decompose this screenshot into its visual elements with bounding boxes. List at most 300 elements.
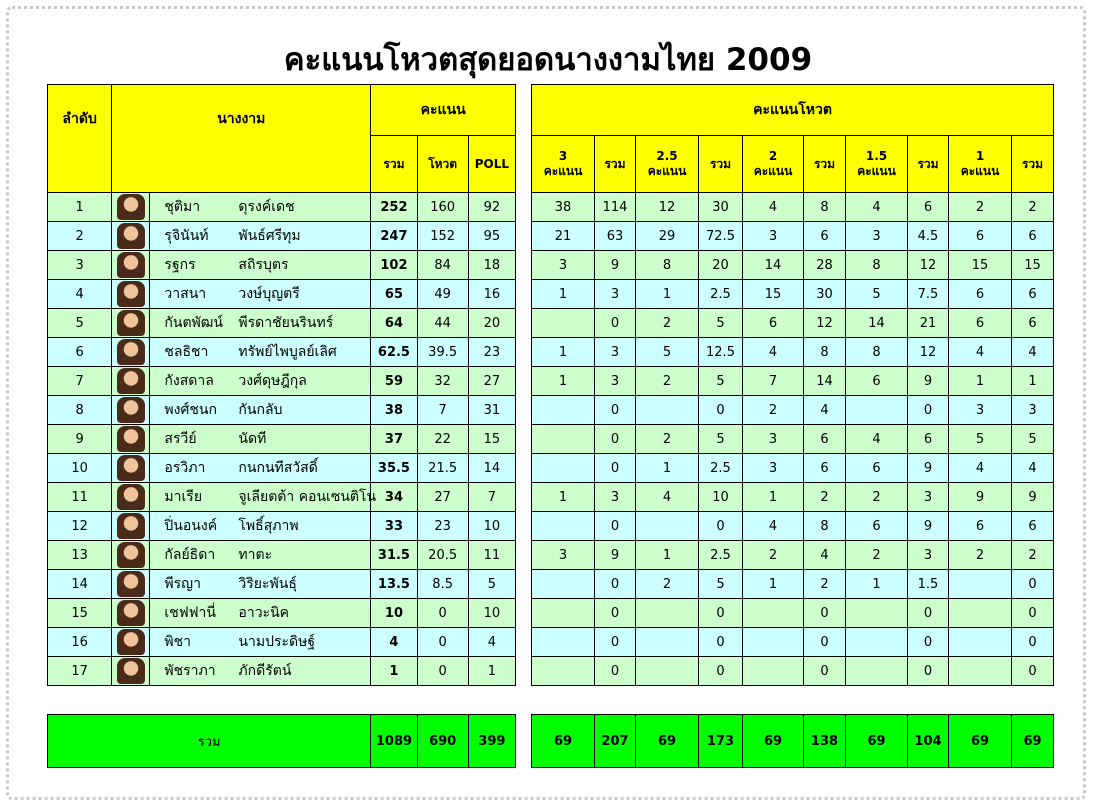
vote-cell: 5 bbox=[636, 338, 699, 367]
totals-vote-cell: 173 bbox=[699, 715, 743, 768]
score-poll-cell: 16 bbox=[468, 280, 515, 309]
photo-cell bbox=[112, 396, 150, 425]
rank-cell: 15 bbox=[48, 599, 112, 628]
vote-cell: 8 bbox=[846, 251, 908, 280]
vote-cell: 12 bbox=[908, 251, 949, 280]
vote-cell: 6 bbox=[949, 280, 1012, 309]
vote-cell bbox=[846, 628, 908, 657]
score-poll-cell: 11 bbox=[468, 541, 515, 570]
vote-cell: 0 bbox=[1012, 628, 1054, 657]
first-name: มาเรีย bbox=[164, 489, 203, 505]
header-vote-points-unit: คะแนน bbox=[543, 164, 583, 178]
score-total-cell: 64 bbox=[371, 309, 417, 338]
photo-cell bbox=[112, 483, 150, 512]
rank-cell: 11 bbox=[48, 483, 112, 512]
name-cell bbox=[150, 309, 371, 338]
vote-cell: 0 bbox=[595, 512, 636, 541]
vote-cell bbox=[949, 570, 1012, 599]
contestant-photo bbox=[117, 397, 145, 423]
vote-cell bbox=[532, 657, 595, 686]
vote-cell: 14 bbox=[846, 309, 908, 338]
vote-cell bbox=[532, 454, 595, 483]
vote-cell: 10 bbox=[699, 483, 743, 512]
vote-cell: 2 bbox=[636, 367, 699, 396]
rank-cell: 9 bbox=[48, 425, 112, 454]
vote-cell bbox=[532, 628, 595, 657]
photo-cell bbox=[112, 570, 150, 599]
vote-cell: 14 bbox=[804, 367, 846, 396]
last-name: นามประดิษฐ์ bbox=[238, 634, 316, 650]
table-row bbox=[532, 396, 1054, 425]
photo-cell bbox=[112, 657, 150, 686]
first-name: พัชราภา bbox=[164, 663, 216, 679]
photo-cell bbox=[112, 309, 150, 338]
last-name: ทาตะ bbox=[238, 547, 273, 563]
header-vote-points bbox=[949, 136, 1012, 193]
table-row bbox=[48, 657, 516, 686]
vote-cell: 4 bbox=[743, 338, 804, 367]
vote-cell: 6 bbox=[949, 512, 1012, 541]
vote-cell bbox=[846, 396, 908, 425]
vote-cell: 6 bbox=[804, 222, 846, 251]
header-vote-sum: รวม bbox=[699, 136, 743, 193]
name-cell bbox=[150, 628, 371, 657]
vote-cell: 6 bbox=[908, 425, 949, 454]
name-cell bbox=[150, 454, 371, 483]
header-vote-points-value: 1.5 bbox=[865, 149, 888, 163]
vote-cell bbox=[532, 309, 595, 338]
vote-cell: 6 bbox=[804, 425, 846, 454]
table-row bbox=[532, 628, 1054, 657]
vote-cell: 21 bbox=[908, 309, 949, 338]
vote-cell: 7.5 bbox=[908, 280, 949, 309]
totals-vote: 690 bbox=[417, 715, 468, 768]
photo-cell bbox=[112, 193, 150, 222]
vote-cell: 6 bbox=[949, 222, 1012, 251]
vote-cell: 4.5 bbox=[908, 222, 949, 251]
vote-cell bbox=[846, 657, 908, 686]
contestant-photo bbox=[117, 252, 145, 278]
totals-vote-cell: 69 bbox=[846, 715, 908, 768]
name-cell bbox=[150, 280, 371, 309]
first-name: ชุติมา bbox=[164, 199, 201, 215]
vote-cell: 8 bbox=[804, 512, 846, 541]
vote-cell bbox=[532, 599, 595, 628]
totals-poll: 399 bbox=[468, 715, 515, 768]
header-vote-points-value: 2 bbox=[768, 149, 778, 163]
vote-cell: 12 bbox=[636, 193, 699, 222]
totals-right bbox=[531, 714, 1054, 768]
table-row bbox=[532, 222, 1054, 251]
score-poll-cell: 31 bbox=[468, 396, 515, 425]
score-poll-cell: 5 bbox=[468, 570, 515, 599]
table-row bbox=[48, 222, 516, 251]
contestant-photo bbox=[117, 194, 145, 220]
vote-cell: 8 bbox=[804, 338, 846, 367]
vote-cell: 6 bbox=[804, 454, 846, 483]
table-row bbox=[48, 367, 516, 396]
table-row bbox=[532, 483, 1054, 512]
vote-cell: 3 bbox=[532, 541, 595, 570]
table-row bbox=[48, 251, 516, 280]
rank-cell: 4 bbox=[48, 280, 112, 309]
vote-cell bbox=[636, 628, 699, 657]
first-name: พีรญา bbox=[164, 576, 201, 592]
first-name: ปิ่นอนงค์ bbox=[164, 518, 218, 534]
vote-cell: 21 bbox=[532, 222, 595, 251]
score-vote-cell: 39.5 bbox=[417, 338, 468, 367]
score-vote-cell: 49 bbox=[417, 280, 468, 309]
score-poll-cell: 1 bbox=[468, 657, 515, 686]
vote-cell: 3 bbox=[1012, 396, 1054, 425]
rank-cell: 1 bbox=[48, 193, 112, 222]
vote-cell: 0 bbox=[595, 599, 636, 628]
vote-cell: 2.5 bbox=[699, 280, 743, 309]
last-name: วงศ์ดุษฎีกุล bbox=[238, 373, 307, 389]
vote-cell bbox=[846, 599, 908, 628]
score-total-cell: 13.5 bbox=[371, 570, 417, 599]
vote-cell: 5 bbox=[699, 309, 743, 338]
vote-cell bbox=[743, 599, 804, 628]
vote-cell: 6 bbox=[1012, 222, 1054, 251]
totals-vote-cell: 104 bbox=[908, 715, 949, 768]
vote-cell: 3 bbox=[908, 541, 949, 570]
vote-cell: 9 bbox=[595, 541, 636, 570]
score-poll-cell: 18 bbox=[468, 251, 515, 280]
score-poll-cell: 14 bbox=[468, 454, 515, 483]
photo-cell bbox=[112, 222, 150, 251]
vote-cell: 1.5 bbox=[908, 570, 949, 599]
vote-cell: 4 bbox=[1012, 338, 1054, 367]
vote-cell: 0 bbox=[595, 309, 636, 338]
totals-vote-cell: 69 bbox=[532, 715, 595, 768]
vote-cell: 3 bbox=[532, 251, 595, 280]
table-row bbox=[532, 280, 1054, 309]
vote-cell: 12 bbox=[804, 309, 846, 338]
vote-cell: 1 bbox=[532, 338, 595, 367]
first-name: รฐกร bbox=[164, 257, 196, 273]
table-row bbox=[48, 309, 516, 338]
vote-cell: 9 bbox=[1012, 483, 1054, 512]
vote-cell bbox=[949, 628, 1012, 657]
rank-cell: 5 bbox=[48, 309, 112, 338]
score-poll-cell: 95 bbox=[468, 222, 515, 251]
header-vote-points bbox=[846, 136, 908, 193]
vote-cell bbox=[532, 425, 595, 454]
vote-cell: 15 bbox=[743, 280, 804, 309]
vote-cell: 6 bbox=[846, 454, 908, 483]
score-total-cell: 10 bbox=[371, 599, 417, 628]
vote-cell bbox=[636, 657, 699, 686]
vote-cell: 6 bbox=[743, 309, 804, 338]
vote-cell: 2 bbox=[949, 541, 1012, 570]
first-name: กันตพัฒน์ bbox=[164, 315, 224, 331]
vote-cell: 29 bbox=[636, 222, 699, 251]
vote-cell: 0 bbox=[908, 657, 949, 686]
score-total-cell: 65 bbox=[371, 280, 417, 309]
vote-cell: 9 bbox=[908, 512, 949, 541]
header-vote-points bbox=[532, 136, 595, 193]
totals-vote-cell: 69 bbox=[743, 715, 804, 768]
score-total-cell: 252 bbox=[371, 193, 417, 222]
table-row bbox=[48, 338, 516, 367]
totals-vote-cell: 69 bbox=[949, 715, 1012, 768]
rank-cell: 17 bbox=[48, 657, 112, 686]
table-row bbox=[48, 599, 516, 628]
contestant-photo bbox=[117, 455, 145, 481]
vote-cell bbox=[743, 657, 804, 686]
score-vote-cell: 21.5 bbox=[417, 454, 468, 483]
vote-cell: 2 bbox=[636, 570, 699, 599]
vote-cell: 8 bbox=[636, 251, 699, 280]
vote-cell: 0 bbox=[595, 396, 636, 425]
table-row bbox=[48, 396, 516, 425]
score-total-cell: 31.5 bbox=[371, 541, 417, 570]
vote-cell: 38 bbox=[532, 193, 595, 222]
vote-cell: 5 bbox=[1012, 425, 1054, 454]
rank-cell: 6 bbox=[48, 338, 112, 367]
vote-cell: 0 bbox=[699, 657, 743, 686]
vote-cell: 1 bbox=[743, 483, 804, 512]
score-poll-cell: 20 bbox=[468, 309, 515, 338]
table-row bbox=[48, 570, 516, 599]
header-vote-points-unit: คะแนน bbox=[960, 164, 1000, 178]
header-vote-group: คะแนนโหวต bbox=[532, 85, 1054, 136]
score-poll-cell: 10 bbox=[468, 599, 515, 628]
vote-cell: 0 bbox=[1012, 599, 1054, 628]
table-row bbox=[48, 454, 516, 483]
photo-cell bbox=[112, 367, 150, 396]
vote-cell: 3 bbox=[743, 454, 804, 483]
vote-cell: 4 bbox=[743, 512, 804, 541]
vote-cell: 6 bbox=[846, 367, 908, 396]
vote-cell: 1 bbox=[636, 280, 699, 309]
score-total-cell: 102 bbox=[371, 251, 417, 280]
first-name: กัลย์ธิดา bbox=[164, 547, 216, 563]
header-vote-points bbox=[743, 136, 804, 193]
header-vote-sum: รวม bbox=[1012, 136, 1054, 193]
vote-cell bbox=[949, 599, 1012, 628]
score-vote-cell: 44 bbox=[417, 309, 468, 338]
vote-cell: 1 bbox=[846, 570, 908, 599]
vote-cell: 0 bbox=[699, 599, 743, 628]
header-vote-points-unit: คะแนน bbox=[753, 164, 793, 178]
vote-cell: 1 bbox=[636, 541, 699, 570]
last-name: สถิรบุตร bbox=[238, 257, 289, 273]
last-name: ดุรงค์เดช bbox=[238, 199, 295, 215]
vote-cell: 3 bbox=[743, 425, 804, 454]
vote-cell: 0 bbox=[908, 599, 949, 628]
header-score-poll: POLL bbox=[468, 136, 515, 193]
contestant-photo bbox=[117, 310, 145, 336]
photo-cell bbox=[112, 628, 150, 657]
first-name: อรวิภา bbox=[164, 460, 206, 476]
vote-cell: 1 bbox=[1012, 367, 1054, 396]
name-cell bbox=[150, 338, 371, 367]
vote-cell: 0 bbox=[699, 628, 743, 657]
table-row bbox=[48, 280, 516, 309]
vote-cell: 4 bbox=[846, 425, 908, 454]
rank-cell: 12 bbox=[48, 512, 112, 541]
rank-cell: 16 bbox=[48, 628, 112, 657]
name-cell bbox=[150, 425, 371, 454]
rank-cell: 3 bbox=[48, 251, 112, 280]
vote-cell: 9 bbox=[595, 251, 636, 280]
vote-cell: 0 bbox=[1012, 657, 1054, 686]
vote-cell: 6 bbox=[908, 193, 949, 222]
header-vote-sum: รวม bbox=[908, 136, 949, 193]
vote-cell: 12 bbox=[908, 338, 949, 367]
totals-vote-cell: 69 bbox=[1012, 715, 1054, 768]
vote-cell: 15 bbox=[1012, 251, 1054, 280]
vote-cell: 9 bbox=[908, 454, 949, 483]
name-cell bbox=[150, 512, 371, 541]
vote-cell: 0 bbox=[804, 657, 846, 686]
rank-cell: 8 bbox=[48, 396, 112, 425]
vote-cell: 15 bbox=[949, 251, 1012, 280]
contestant-photo bbox=[117, 368, 145, 394]
vote-cell: 3 bbox=[908, 483, 949, 512]
score-total-cell: 59 bbox=[371, 367, 417, 396]
page-title: คะแนนโหวตสุดยอดนางงามไทย 2009 bbox=[283, 42, 813, 78]
vote-cell: 0 bbox=[595, 454, 636, 483]
vote-cell: 1 bbox=[532, 280, 595, 309]
score-poll-cell: 7 bbox=[468, 483, 515, 512]
vote-cell: 2 bbox=[846, 541, 908, 570]
vote-cell: 7 bbox=[743, 367, 804, 396]
name-cell bbox=[150, 193, 371, 222]
score-vote-cell: 32 bbox=[417, 367, 468, 396]
vote-cell: 1 bbox=[743, 570, 804, 599]
score-vote-cell: 27 bbox=[417, 483, 468, 512]
vote-cell bbox=[532, 570, 595, 599]
vote-cell: 0 bbox=[804, 628, 846, 657]
vote-cell: 4 bbox=[804, 541, 846, 570]
vote-cell: 2.5 bbox=[699, 454, 743, 483]
score-vote-cell: 22 bbox=[417, 425, 468, 454]
score-total-cell: 38 bbox=[371, 396, 417, 425]
vote-cell: 0 bbox=[804, 599, 846, 628]
last-name: นัดที bbox=[238, 431, 267, 447]
photo-cell bbox=[112, 338, 150, 367]
vote-cell: 1 bbox=[532, 367, 595, 396]
header-score-vote: โหวต bbox=[417, 136, 468, 193]
score-vote-cell: 7 bbox=[417, 396, 468, 425]
vote-cell: 2 bbox=[636, 309, 699, 338]
contestant-photo bbox=[117, 484, 145, 510]
table-row bbox=[48, 512, 516, 541]
name-cell bbox=[150, 222, 371, 251]
vote-cell: 3 bbox=[743, 222, 804, 251]
rank-cell: 14 bbox=[48, 570, 112, 599]
header-score-total: รวม bbox=[371, 136, 417, 193]
vote-cell: 0 bbox=[908, 396, 949, 425]
vote-cell: 14 bbox=[743, 251, 804, 280]
totals-vote-cell: 207 bbox=[595, 715, 636, 768]
header-name: นางงาม bbox=[112, 85, 371, 193]
vote-cell: 0 bbox=[699, 396, 743, 425]
vote-cell: 4 bbox=[804, 396, 846, 425]
table-row bbox=[532, 193, 1054, 222]
vote-cell: 20 bbox=[699, 251, 743, 280]
vote-cell: 4 bbox=[743, 193, 804, 222]
vote-cell: 1 bbox=[949, 367, 1012, 396]
vote-cell: 0 bbox=[595, 657, 636, 686]
name-cell bbox=[150, 396, 371, 425]
vote-cell: 12.5 bbox=[699, 338, 743, 367]
vote-cell: 114 bbox=[595, 193, 636, 222]
table-row bbox=[532, 541, 1054, 570]
score-poll-cell: 4 bbox=[468, 628, 515, 657]
table-row bbox=[48, 628, 516, 657]
last-name: ทรัพย์ไพบูลย์เลิศ bbox=[238, 344, 337, 360]
vote-cell: 30 bbox=[699, 193, 743, 222]
contestant-photo bbox=[117, 629, 145, 655]
first-name: กังสดาล bbox=[164, 373, 214, 389]
score-table bbox=[47, 84, 516, 686]
name-cell bbox=[150, 657, 371, 686]
totals-vote-cell: 69 bbox=[636, 715, 699, 768]
vote-cell: 9 bbox=[949, 483, 1012, 512]
last-name: อาวะนิค bbox=[238, 605, 290, 621]
vote-cell: 0 bbox=[595, 570, 636, 599]
header-vote-points bbox=[636, 136, 699, 193]
last-name: จูเลียตต้า คอนเซนติโน bbox=[238, 489, 377, 505]
header-vote-points-value: 3 bbox=[558, 149, 568, 163]
photo-cell bbox=[112, 599, 150, 628]
vote-cell bbox=[949, 657, 1012, 686]
vote-cell: 2.5 bbox=[699, 541, 743, 570]
header-score-group: คะแนน bbox=[371, 85, 516, 136]
vote-cell: 2 bbox=[949, 193, 1012, 222]
contestant-photo bbox=[117, 223, 145, 249]
vote-cell: 2 bbox=[804, 570, 846, 599]
last-name: พันธ์ศรีทุม bbox=[238, 228, 301, 244]
vote-cell: 6 bbox=[1012, 280, 1054, 309]
score-vote-cell: 0 bbox=[417, 657, 468, 686]
header-vote-sum: รวม bbox=[804, 136, 846, 193]
contestant-photo bbox=[117, 600, 145, 626]
table-row bbox=[532, 657, 1054, 686]
totals-vote-cell: 138 bbox=[804, 715, 846, 768]
vote-cell: 72.5 bbox=[699, 222, 743, 251]
vote-cell: 8 bbox=[846, 338, 908, 367]
last-name: กนกนทีสวัสดิ์ bbox=[238, 460, 318, 476]
name-cell bbox=[150, 599, 371, 628]
vote-cell: 0 bbox=[908, 628, 949, 657]
table-row bbox=[532, 512, 1054, 541]
vote-cell: 1 bbox=[532, 483, 595, 512]
vote-cell: 5 bbox=[699, 570, 743, 599]
header-vote-points-value: 1 bbox=[975, 149, 985, 163]
table-row bbox=[532, 454, 1054, 483]
first-name: เชฟฟานี่ bbox=[164, 605, 216, 621]
vote-cell: 30 bbox=[804, 280, 846, 309]
score-total-cell: 62.5 bbox=[371, 338, 417, 367]
vote-cell: 3 bbox=[846, 222, 908, 251]
table-row bbox=[532, 309, 1054, 338]
vote-cell: 3 bbox=[595, 483, 636, 512]
vote-cell: 3 bbox=[595, 280, 636, 309]
first-name: รุจินันท์ bbox=[164, 228, 209, 244]
vote-cell: 6 bbox=[1012, 512, 1054, 541]
table-row bbox=[532, 599, 1054, 628]
vote-cell: 6 bbox=[949, 309, 1012, 338]
table-row bbox=[532, 367, 1054, 396]
first-name: สรวีย์ bbox=[164, 431, 197, 447]
vote-cell: 9 bbox=[908, 367, 949, 396]
score-total-cell: 33 bbox=[371, 512, 417, 541]
